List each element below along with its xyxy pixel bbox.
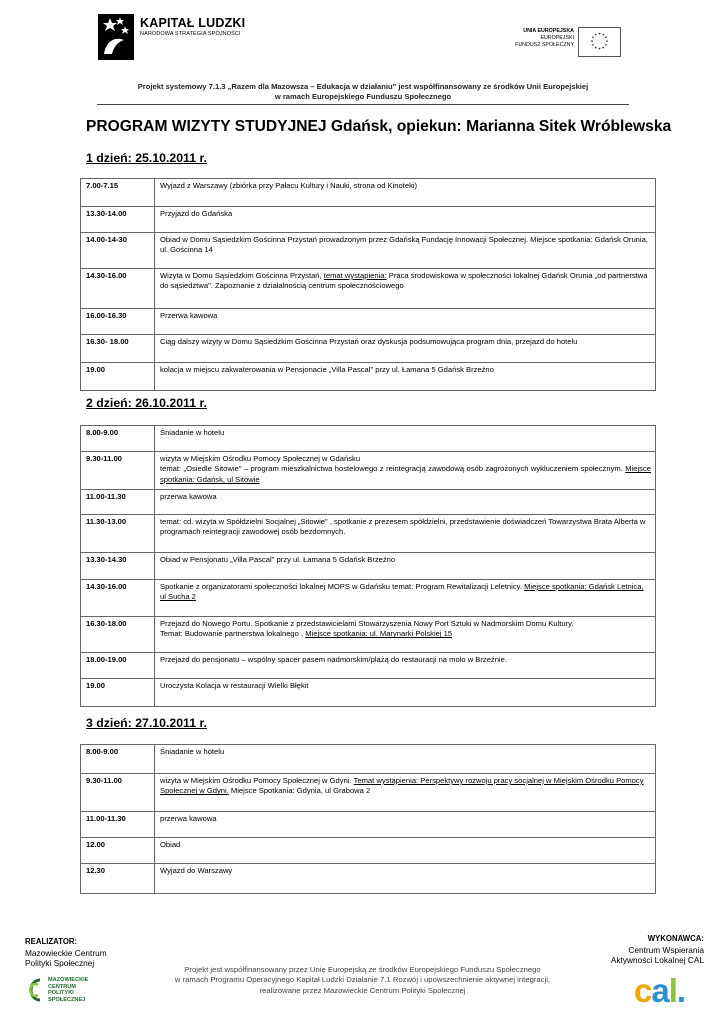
table-row [81, 515, 656, 553]
logo-subtitle: NARODOWA STRATEGIA SPÓJNOŚCI [140, 31, 241, 37]
time-cell: 9.30-11.00 [81, 452, 155, 490]
day-3-schedule-table [80, 744, 656, 894]
realizator-block [25, 937, 107, 969]
time-cell: 14.00-14-30 [81, 233, 155, 269]
table-row [81, 580, 656, 617]
description-cell [155, 269, 656, 309]
cal-logo [634, 974, 685, 1008]
kapital-ludzki-logo-icon [98, 14, 134, 60]
time-cell: 12.30 [81, 864, 155, 894]
description-cell: temat: cd. wizyta w Spółdzielni Socjalnej „Sitowie" , spotkanie z prezesem spółdzielni, przedstawienie doświadczeń Towarzystwa Brata Alberta w programach reintegracji zawodowej osób bezdomnych. [155, 515, 656, 553]
cal-logo-l: l [668, 972, 677, 1009]
mcps-logo-text [48, 977, 88, 1003]
time-cell: 18.00-19.00 [81, 653, 155, 679]
description-cell: Przyjazd do Gdańska [155, 207, 656, 233]
table-row [81, 553, 656, 580]
time-cell: 14.30-16.00 [81, 269, 155, 309]
time-cell: 13.30-14.30 [81, 553, 155, 580]
time-cell: 19.00 [81, 679, 155, 707]
table-row [81, 426, 656, 452]
day-1-title: 1 dzień: 25.10.2011 r. [86, 151, 207, 165]
mcps-logo-line: SPOŁECZNEJ [48, 996, 86, 1003]
description-text-block [160, 629, 651, 639]
realizator-label: REALIZATOR: [25, 937, 78, 946]
eu-line3: FUNDUSZ SPOŁECZNY [515, 42, 574, 48]
realizator-line1: Mazowieckie Centrum [25, 947, 107, 958]
description-text: temat: „Osiedle Sitowie" – program mieszkalnictwa hostelowego z reintegracją zawodową osób zagrożonych wykluczeniem społecznym. [160, 464, 626, 474]
description-cell: przerwa kawowa [155, 812, 656, 838]
table-row [81, 864, 656, 894]
description-cell: Śniadanie w hotelu [155, 745, 656, 774]
time-cell: 16.00-16.30 [81, 309, 155, 335]
description-line: wizyta w Miejskim Ośrodku Pomocy Społecznej w Gdańsku [160, 454, 361, 463]
page-title: PROGRAM WIZYTY STUDYJNEJ Gdańsk, opiekun: Marianna Sitek Wróblewska [86, 118, 672, 135]
cal-logo-c: c [634, 972, 652, 1009]
description-cell: Obiad [155, 838, 656, 864]
time-cell: 13.30-14.00 [81, 207, 155, 233]
mcps-logo-line: CENTRUM [48, 983, 76, 990]
time-cell: 8.00-9.00 [81, 426, 155, 452]
description-cell: kolacja w miejscu zakwaterowania w Pensjonacie „Villa Pascal" przy ul. Łamana 5 Gdańsk Brzeźno [155, 363, 656, 391]
table-row [81, 309, 656, 335]
mcps-logo-line: MAZOWIECKIE [48, 977, 89, 983]
topic-label: Temat wystąpienia: Perspektywy rozwoju pracy socjalnej w Miejskim Ośrodku Pomocy Społecznej w Gdyni. [160, 776, 644, 796]
realizator-line2: Polityki Społecznej [25, 958, 95, 968]
time-cell: 14.30-16.00 [81, 580, 155, 617]
description-cell: Przejazd do pensjonatu – wspólny spacer pasem nadmorskim/plażą do restauracji na molo w Brzeźnie. [155, 653, 656, 679]
eu-line2: EUROPEJSKI [540, 35, 574, 41]
description-text: Spotkanie z organizatorami społeczności lokalnej MOPS w Gdańsku temat: Program Rewitalizacji Leletnicy. [160, 582, 525, 591]
table-row [81, 490, 656, 515]
time-cell: 11.30-13.00 [81, 515, 155, 553]
funding-note-line1: Projekt jest współfinansowany przez Unię Europejską ze środków Europejskiego Funduszu Społecznego [184, 965, 541, 974]
funding-note-line3: realizowane przez Mazowieckie Centrum Polityki Społecznej [259, 985, 466, 995]
table-row [81, 617, 656, 653]
time-cell: 7.00-7.15 [81, 179, 155, 207]
description-cell: Ciąg dalszy wizyty w Domu Sąsiedzkim Gościnna Przystań oraz dyskusja podsumowująca program dnia, przejazd do hotelu [155, 335, 656, 363]
table-row [81, 269, 656, 309]
description-text-block [160, 464, 651, 485]
time-cell: 16.30-18.00 [81, 617, 155, 653]
table-row [81, 179, 656, 207]
description-text: Wizyta w Domu Sąsiedzkim Gościnna Przystań, [160, 271, 324, 280]
project-line2: w ramach Europejskiego Funduszu Społecznego [274, 92, 452, 101]
funding-note [140, 965, 585, 996]
description-text: Miejsce Spotkania: Gdynia, ul Grabowa 2 [228, 786, 371, 796]
table-row [81, 745, 656, 774]
eu-label [498, 28, 574, 49]
cal-logo-a: a [651, 972, 669, 1009]
header-divider [97, 104, 629, 105]
project-info [80, 82, 646, 102]
table-row [81, 679, 656, 707]
description-cell: Uroczysta Kolacja w restauracji Wielki Błękit [155, 679, 656, 707]
eu-line1: UNIA EUROPEJSKA [523, 28, 574, 34]
time-cell: 19.00 [81, 363, 155, 391]
table-row [81, 653, 656, 679]
wykonawca-block [611, 934, 704, 966]
eu-flag-icon [578, 27, 621, 57]
day-1-schedule-table [80, 178, 656, 391]
topic-label: temat wystąpienia: [323, 271, 387, 280]
time-cell: 11.00-11.30 [81, 490, 155, 515]
description-cell: Obiad w Pensjonatu „Villa Pascal" przy ul. Łamana 5 Gdańsk Brzeźno [155, 553, 656, 580]
mcps-logo-icon [24, 976, 44, 1004]
description-line: Przejazd do Nowego Portu. Spotkanie z przedstawicielami Stowarzyszenia Nowy Port Sztuki w Nadmorskim Domu Kultury. [160, 619, 574, 628]
meeting-place: Miejsce spotkania: Gdańsk Letnica, ul Sucha 2 [160, 582, 644, 602]
description-cell [155, 774, 656, 812]
table-row [81, 838, 656, 864]
description-cell: Wyjazd z Warszawy (zbiórka przy Pałacu Kultury i Nauki, strona od Kinoteki) [155, 179, 656, 207]
logo-title: KAPITAŁ LUDZKI [140, 16, 246, 30]
description-cell: Obiad w Domu Sąsiedzkim Gościnna Przystań prowadzonym przez Gdańską Fundację Innowacji Społecznej. Miejsce spotkania: Gdańsk Orunia, ul. Gościnna 14 [155, 233, 656, 269]
table-row [81, 774, 656, 812]
description-cell: Wyjazd do Warszawy [155, 864, 656, 894]
description-cell [155, 580, 656, 617]
wykonawca-label: WYKONAWCA: [647, 934, 704, 943]
cal-logo-dot: . [676, 972, 686, 1009]
table-row [81, 452, 656, 490]
day-3-title: 3 dzień: 27.10.2011 r. [86, 716, 207, 730]
description-cell: Przerwa kawowa [155, 309, 656, 335]
time-cell: 11.00-11.30 [81, 812, 155, 838]
meeting-place: Miejsce spotkania: Gdańsk, ul Sitowie [160, 464, 651, 484]
day-2-schedule-table [80, 425, 656, 707]
table-row [81, 335, 656, 363]
wykonawca-line2: Aktywności Lokalnej CAL [610, 955, 704, 965]
day-2-title: 2 dzień: 26.10.2011 r. [86, 396, 207, 410]
kapital-ludzki-wordmark [140, 16, 245, 37]
time-cell: 16.30- 18.00 [81, 335, 155, 363]
table-row [81, 812, 656, 838]
mcps-logo-line: POLITYKI [48, 990, 74, 997]
description-cell: przerwa kawowa [155, 490, 656, 515]
wykonawca-line1: Centrum Wspierania [628, 944, 704, 955]
description-cell: Śniadanie w hotelu [155, 426, 656, 452]
time-cell: 9.30-11.00 [81, 774, 155, 812]
description-cell [155, 452, 656, 490]
description-text: Praca środowiskowa w społeczności lokalnej Gdańsk Orunia „od partnerstwa do sąsiedztwa". Zapoznanie z działalnością centrum społecznościowego [160, 271, 648, 291]
project-line1: Projekt systemowy 7.1.3 „Razem dla Mazowsza – Edukacja w działaniu" jest współfinansowany ze środków Unii Europejskiej [137, 82, 589, 91]
description-text: wizyta w Miejskim Ośrodku Pomocy Społecznej w Gdyni. [160, 776, 354, 785]
description-text: Temat: Budowanie partnerstwa lokalnego , [160, 629, 306, 639]
table-row [81, 233, 656, 269]
time-cell: 12.00 [81, 838, 155, 864]
table-row [81, 363, 656, 391]
description-cell [155, 617, 656, 653]
funding-note-line2: w ramach Programu Operacyjnego Kapitał Ludzki Działanie 7.1 Rozwój i upowszechnienie aktywnej integracji, [174, 975, 551, 985]
meeting-place: Miejsce spotkania: ul. Marynarki Polskiej 15 [305, 629, 453, 639]
table-row [81, 207, 656, 233]
time-cell: 8.00-9.00 [81, 745, 155, 774]
